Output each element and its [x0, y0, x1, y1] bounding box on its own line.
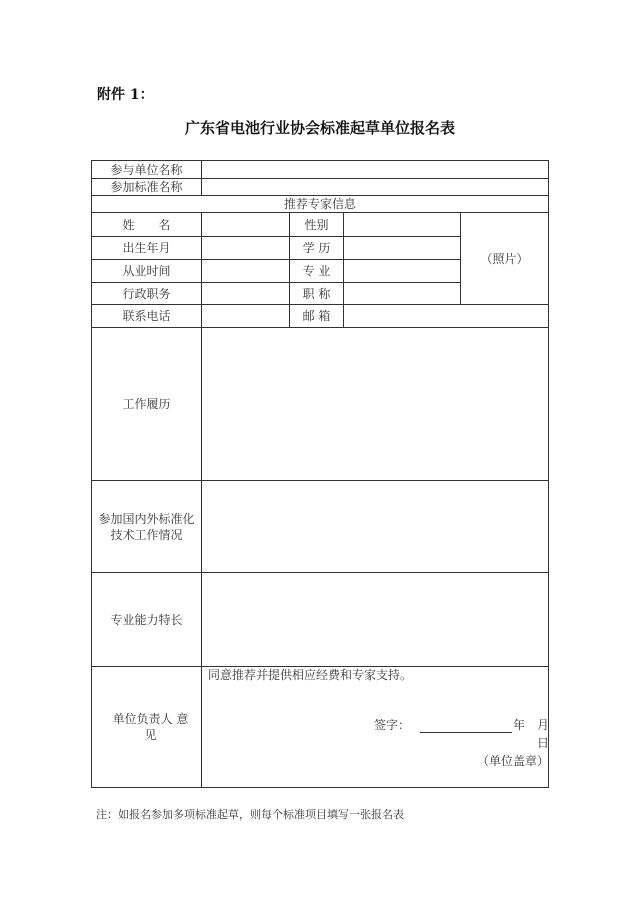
consent-text: 同意推荐并提供相应经费和专家支持。	[208, 668, 413, 682]
email-field[interactable]	[343, 304, 549, 328]
years-label: 从业时间	[91, 259, 202, 283]
expert-section-title: 推荐专家信息	[91, 195, 549, 213]
phone-field[interactable]	[201, 304, 290, 328]
birth-field[interactable]	[201, 236, 290, 260]
gender-label: 性别	[289, 212, 344, 237]
work-history-label: 工作履历	[91, 327, 202, 481]
major-label: 专 业	[289, 259, 344, 283]
birth-label: 出生年月	[91, 236, 202, 260]
email-label: 邮 箱	[289, 304, 344, 328]
title-label: 职 称	[289, 282, 344, 305]
gender-field[interactable]	[343, 212, 461, 237]
attachment-label: 附件 1：	[97, 87, 154, 103]
education-label: 学 历	[289, 236, 344, 260]
month-label: 月	[537, 718, 550, 732]
education-field[interactable]	[343, 236, 461, 260]
years-field[interactable]	[201, 259, 290, 283]
standardization-label: 参加国内外标准化技术工作情况	[91, 480, 202, 573]
page-title: 广东省电池行业协会标准起草单位报名表	[184, 119, 455, 137]
seal-label: （单位盖章）	[477, 754, 550, 768]
name-label: 姓 名	[91, 212, 202, 237]
name-field[interactable]	[201, 212, 290, 237]
position-label: 行政职务	[91, 282, 202, 305]
approval-label: 单位负责人 意见	[91, 666, 202, 788]
signature-line[interactable]	[420, 732, 512, 733]
expertise-field[interactable]	[201, 572, 549, 667]
unit-name-field[interactable]	[201, 160, 549, 179]
standard-name-field[interactable]	[201, 178, 549, 196]
major-field[interactable]	[343, 259, 461, 283]
day-label: 日	[537, 736, 550, 750]
standard-name-label: 参加标准名称	[91, 178, 202, 196]
work-history-field[interactable]	[201, 327, 549, 481]
signature-label: 签字：	[374, 718, 411, 732]
footer-note: 注：如报名参加多项标准起草，则每个标准项目填写一张报名表	[96, 808, 404, 821]
photo-placeholder[interactable]: （照片）	[460, 212, 549, 305]
position-field[interactable]	[201, 282, 290, 305]
unit-name-label: 参与单位名称	[91, 160, 202, 179]
expertise-label: 专业能力特长	[91, 572, 202, 667]
title-field[interactable]	[343, 282, 461, 305]
year-label: 年	[513, 718, 526, 732]
phone-label: 联系电话	[91, 304, 202, 328]
standardization-field[interactable]	[201, 480, 549, 573]
